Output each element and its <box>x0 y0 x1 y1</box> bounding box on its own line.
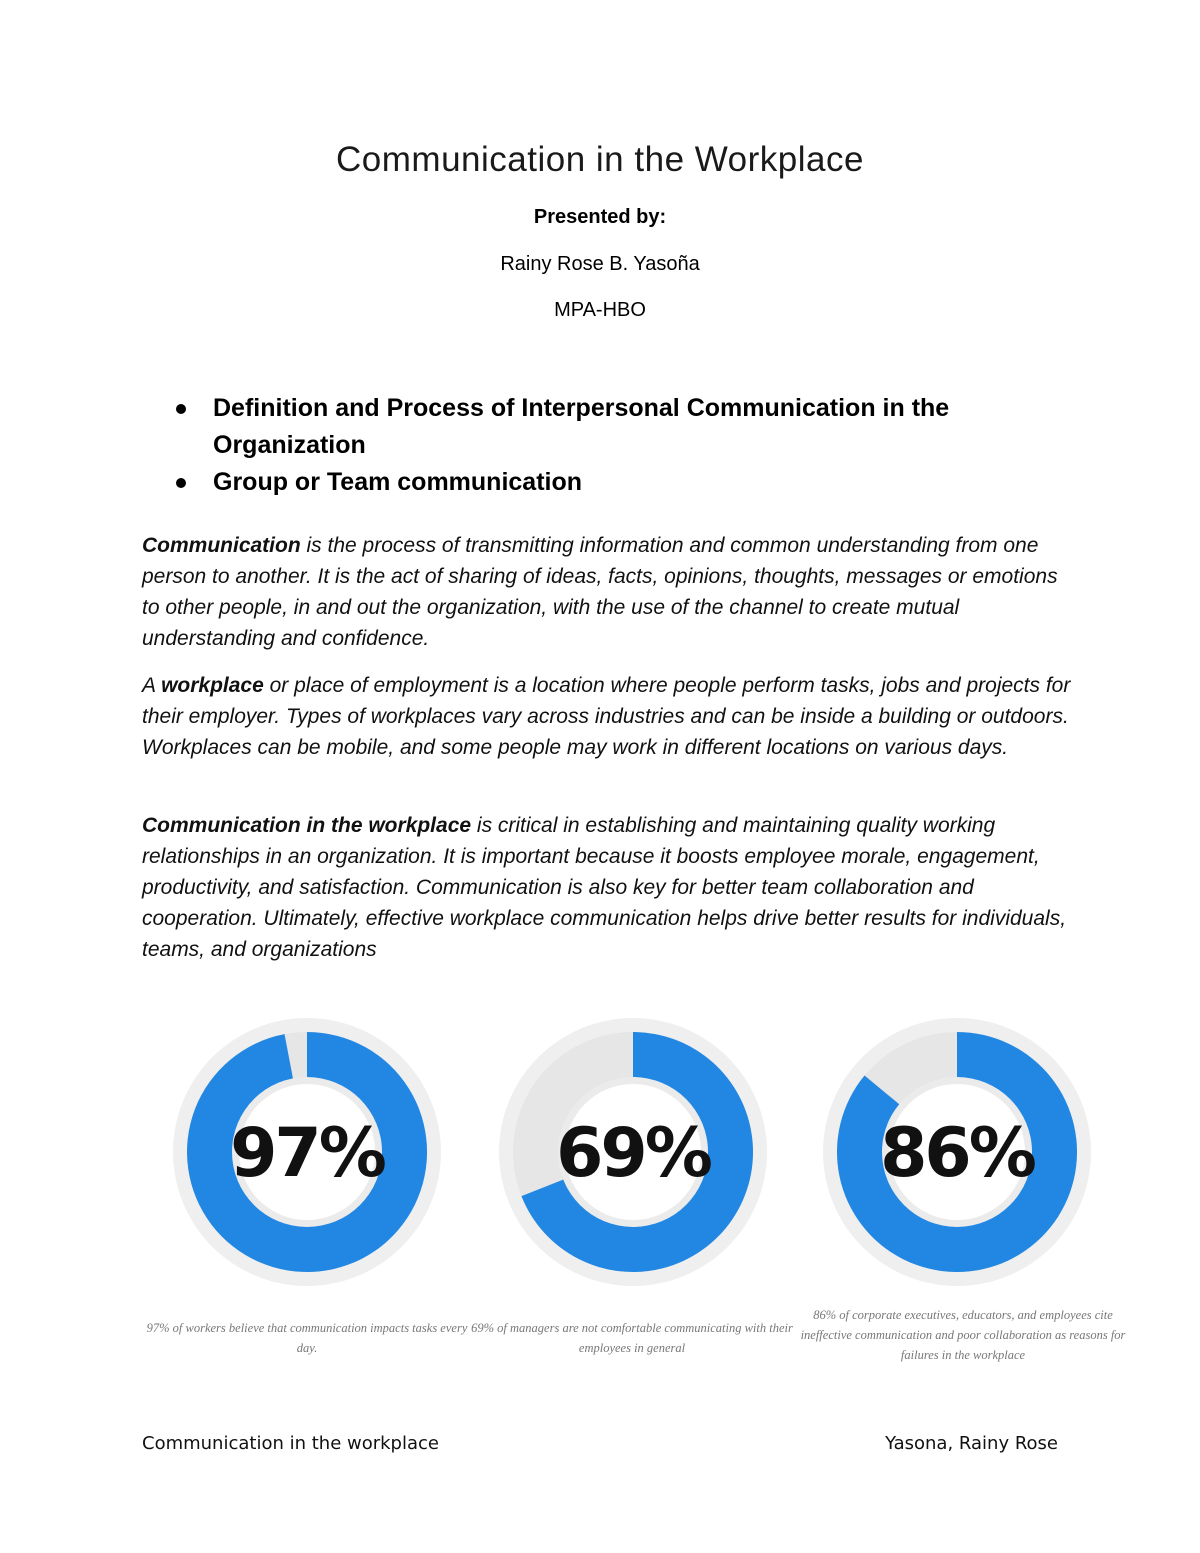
paragraph-term: Communication <box>142 534 301 557</box>
topic-item <box>170 464 1070 501</box>
topic-text: Definition and Process of Interpersonal Communication in the Organization <box>213 394 950 459</box>
percent-label: 97% <box>230 1114 384 1193</box>
paragraph-text: is the process of transmitting information and common understanding from one person to another. It is the act of sharing of ideas, facts, opinions, thoughts, messages or emotions to other people, in and out the organization, with the use of the channel to create mutual understanding and confidence. <box>142 534 1058 650</box>
donut-chart-69 <box>498 1012 768 1292</box>
percent-label: 86% <box>880 1114 1034 1193</box>
presented-by-label: Presented by: <box>533 206 667 228</box>
bullet-icon <box>176 478 186 488</box>
topic-text: Group or Team communication <box>213 468 583 496</box>
definition-workplace-communication <box>142 810 1072 965</box>
page-title: Communication in the Workplace <box>336 140 864 179</box>
paragraph-text: or place of employment is a location where people perform tasks, jobs and projects for their employer. Types of workplaces vary across industries and can be inside a building or outdoors. Workplaces can be mobile, and some people may work in different locations on various days. <box>142 674 1071 759</box>
bullet-icon <box>176 404 186 414</box>
footer-title: Communication in the workplace <box>142 1433 439 1454</box>
donut-svg <box>498 1012 768 1292</box>
donut-svg <box>822 1012 1092 1292</box>
program-name: MPA-HBO <box>554 299 646 321</box>
chart-caption: 86% of corporate executives, educators, and employees cite ineffective communication and poor collaboration as reasons for failures in the workplace <box>800 1308 1126 1362</box>
definition-communication <box>142 530 1072 654</box>
chart-caption: 69% of managers are not comfortable communicating with their employees in general <box>471 1321 793 1355</box>
chart-caption: 97% of workers believe that communication impacts tasks every day. <box>146 1321 468 1355</box>
paragraph-prefix: A <box>142 674 162 697</box>
paragraph-term: Communication in the workplace <box>142 814 472 837</box>
topic-list <box>170 390 1070 501</box>
footer-author: Yasona, Rainy Rose <box>885 1433 1058 1454</box>
donut-chart-97 <box>172 1012 442 1292</box>
paragraph-text: is critical in establishing and maintaining quality working relationships in an organization. It is important because it boosts employee morale, engagement, productivity, and satisfaction. Communication is also key for better team collaboration and cooperation. Ultimately, effective workplace communication helps drive better results for individuals, teams, and organizations <box>142 814 1067 961</box>
definition-workplace <box>142 670 1072 763</box>
donut-svg <box>172 1012 442 1292</box>
paragraph-term: workplace <box>161 674 264 697</box>
topic-item <box>170 390 1070 464</box>
donut-chart-86 <box>822 1012 1092 1292</box>
percent-label: 69% <box>556 1114 710 1193</box>
author-name: Rainy Rose B. Yasoña <box>500 253 700 275</box>
